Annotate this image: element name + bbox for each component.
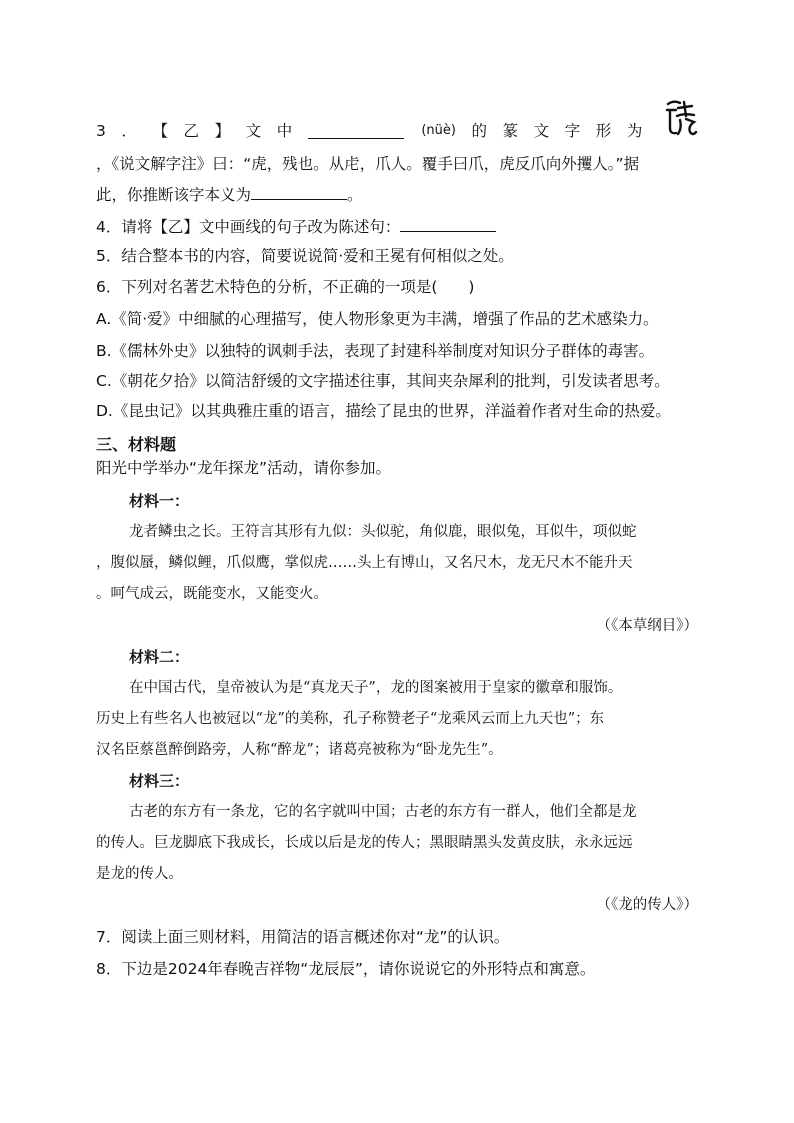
q8-line: 8．下边是2024年春晚吉祥物“龙辰辰”，请你说说它的外形特点和寓意。 — [96, 960, 596, 978]
material3-line-1: 古老的东方有一条龙，它的名字就叫中国；古老的东方有一群人，他们全都是龙 — [129, 804, 637, 820]
q6-option-a: A.《简·爱》中细腻的心理描写，使人物形象更为丰满，增强了作品的艺术感染力。 — [96, 310, 659, 328]
q3-token: 3 — [96, 122, 106, 140]
q3-token: 篆 — [502, 122, 519, 140]
answer-blank[interactable] — [308, 123, 404, 139]
q3-token: 文 — [245, 122, 262, 140]
q3-token: 字 — [564, 122, 581, 140]
q7-line: 7．阅读上面三则材料，用简洁的语言概述你对“龙”的认识。 — [96, 928, 510, 946]
q3-token: 中 — [276, 122, 293, 140]
q6-option-b: B.《儒林外史》以独特的讽刺手法，表现了封建科举制度对知识分子群体的毒害。 — [96, 342, 655, 360]
material2-title: 材料二： — [129, 648, 190, 666]
q6-stem: 6．下列对名著艺术特色的分析，不正确的一项是( ) — [96, 278, 475, 296]
material3-line-2: 的传人。巨龙脚底下我成长，长成以后是龙的传人；黑眼睛黑头发黄皮肤，永永远远 — [96, 835, 633, 851]
q3-token: 文 — [533, 122, 550, 140]
material1-source: （《本草纲目》） — [596, 618, 698, 634]
material1-line-1: 龙者鳞虫之长。王符言其形有九似：头似驼，角似鹿，眼似兔，耳似牛，项似蛇 — [129, 524, 637, 540]
material2-line-1: 在中国古代，皇帝被认为是“真龙天子”，龙的图案被用于皇家的徽章和服饰。 — [129, 680, 623, 696]
q3-token: 为 — [626, 122, 643, 140]
material1-line-2: ，腹似蜃，鳞似鲤，爪似鹰，掌似虎……头上有博山，又名尺木，龙无尺木不能升天 — [96, 555, 633, 571]
material2-line-2: 历史上有些名人也被冠以“龙”的美称，孔子称赞老子“龙乘风云而上九天也”；东 — [96, 711, 605, 727]
q4-line — [96, 216, 698, 238]
q3-token: 形 — [595, 122, 612, 140]
q3-token: 的 — [471, 122, 488, 140]
q3-line-1 — [96, 120, 698, 142]
seal-script-glyph-icon — [664, 98, 698, 138]
answer-blank[interactable] — [400, 216, 496, 232]
material1-title: 材料一： — [129, 492, 190, 510]
q3-line-2: ，《说文解字注》曰：“虎，残也。从虍，爪人。覆手曰爪，虎反爪向外攫人。”据 — [96, 155, 640, 173]
q3-prefix: 此，你推断该字本义为 — [96, 186, 252, 204]
material3-line-3: 是龙的传人。 — [96, 866, 183, 882]
q6-option-d: D.《昆虫记》以其典雅庄重的语言，描绘了昆虫的世界，洋溢着作者对生命的热爱。 — [96, 402, 671, 420]
material3-source: （《龙的传人》） — [596, 897, 698, 913]
section-heading: 三、材料题 — [96, 435, 177, 454]
q3-line-3 — [96, 184, 698, 206]
q3-token: 【 — [152, 122, 168, 140]
q3-token: 】 — [214, 122, 231, 140]
q3-suffix: 。 — [347, 186, 363, 204]
material1-line-3: 。呵气成云，既能变水，又能变火。 — [96, 586, 328, 602]
q3-token: 乙 — [183, 122, 200, 140]
q3-token: ． — [121, 122, 137, 140]
q4-text: 4．请将【乙】文中画线的句子改为陈述句： — [96, 218, 401, 236]
q5-line: 5．结合整本书的内容，简要说说简·爱和王冕有何相似之处。 — [96, 247, 514, 265]
material2-line-3: 汉名臣蔡邕醉倒路旁，人称“醉龙”；诸葛亮被称为“卧龙先生”。 — [96, 742, 503, 758]
q6-option-c: C.《朝花夕拾》以简洁舒缓的文字描述往事，其间夹杂犀利的批判，引发读者思考。 — [96, 372, 670, 390]
answer-blank[interactable] — [251, 184, 347, 200]
material3-title: 材料三： — [129, 772, 190, 790]
q3-pinyin: (nüè) — [421, 123, 456, 138]
section-intro: 阳光中学举办“龙年探龙”活动，请你参加。 — [96, 459, 392, 477]
